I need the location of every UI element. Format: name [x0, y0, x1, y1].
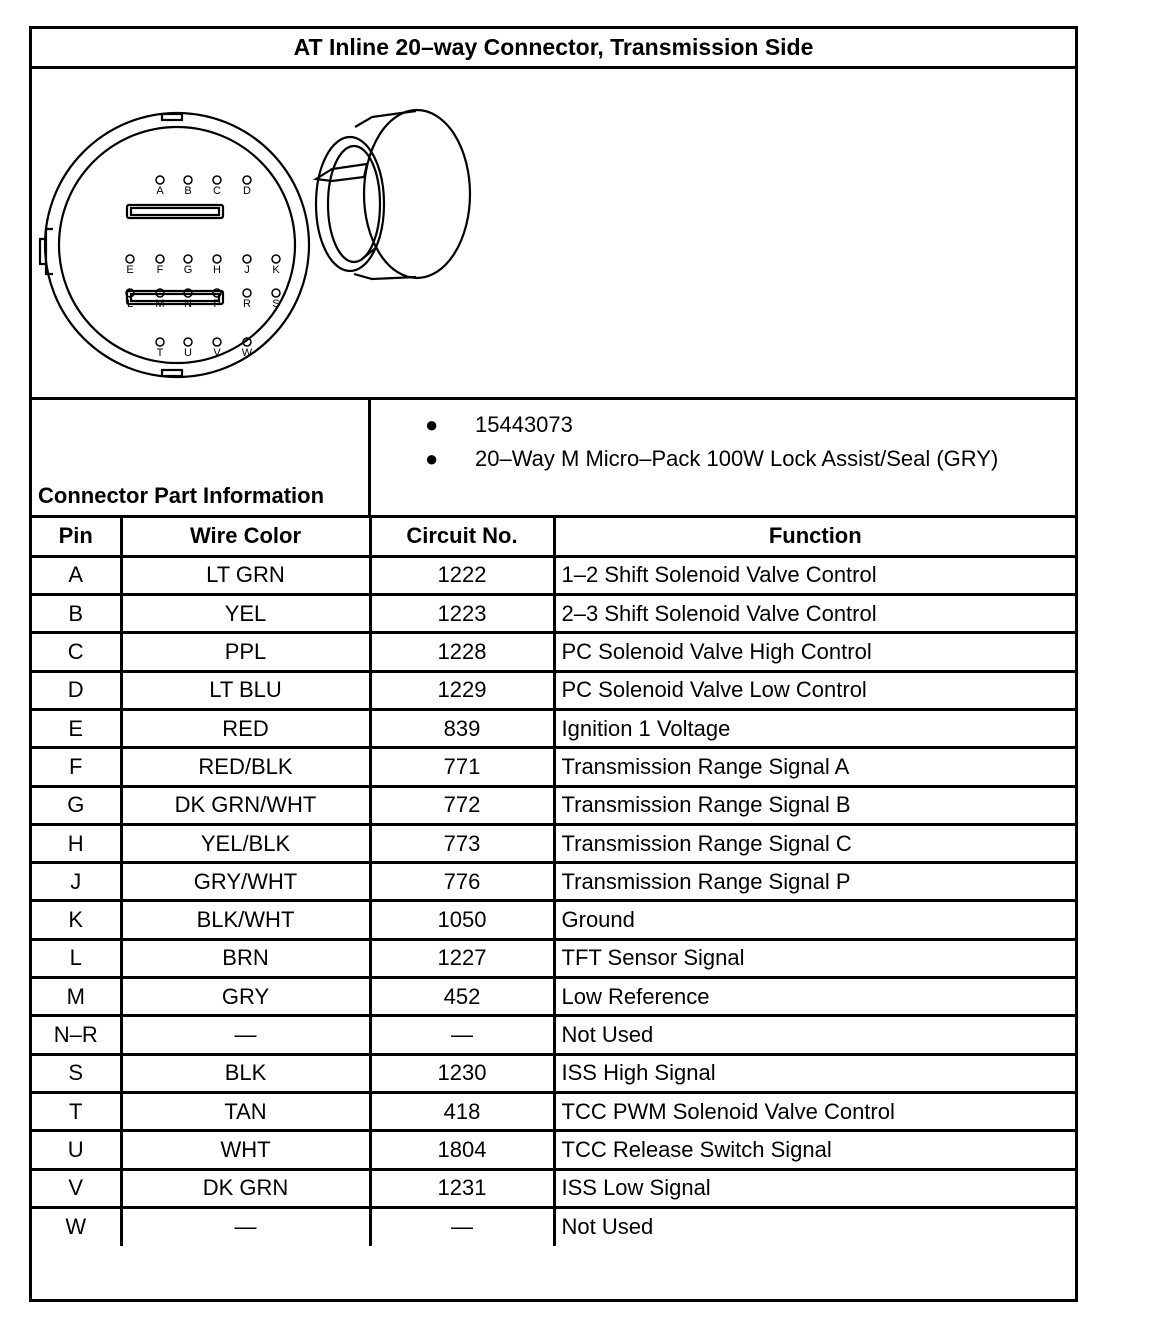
function-cell: Not Used: [561, 1214, 654, 1240]
table-row: [32, 824, 1075, 862]
pin-cavity: [184, 176, 192, 184]
pin-cell: J: [32, 863, 121, 901]
function-cell: ISS High Signal: [554, 1054, 1075, 1092]
wire-color-cell: RED: [121, 709, 370, 747]
function-cell: ISS Low Signal: [554, 1169, 1075, 1207]
circuit-cell: —: [370, 1207, 554, 1245]
pin-label: F: [156, 264, 164, 276]
pin-label: V: [213, 347, 221, 359]
pin-cavity: [243, 289, 251, 297]
pin-cell: F: [32, 748, 121, 786]
pin-cavity: [156, 255, 164, 263]
circuit-cell: 452: [370, 978, 554, 1016]
bullet-icon: ●: [425, 412, 439, 437]
connector-bottom-tab: [162, 370, 182, 376]
table-row: [32, 671, 1075, 709]
pin-label: B: [184, 185, 192, 197]
table-row: [32, 786, 1075, 824]
part-info-label: Connector Part Information: [38, 483, 325, 508]
connector-latch: [40, 229, 53, 274]
pin-cell: K: [32, 901, 121, 939]
connector-top-tab: [162, 114, 182, 120]
wire-color-cell: GRY: [121, 978, 370, 1016]
pin-cavity: [213, 176, 221, 184]
circuit-cell: 1050: [370, 901, 554, 939]
wire-color-cell: WHT: [121, 1131, 370, 1169]
circuit-cell: 773: [370, 824, 554, 862]
wire-color-cell: LT BLU: [121, 671, 370, 709]
table-row: [32, 1016, 1075, 1054]
function-cell: 1–2 Shift Solenoid Valve Control: [554, 556, 1075, 594]
function-cell: TFT Sensor Signal: [554, 939, 1075, 977]
circuit-cell: 1222: [370, 556, 554, 594]
function-cell: Transmission Range Signal B: [554, 786, 1075, 824]
connector-sheet: [29, 26, 1078, 1302]
function-cell: Transmission Range Signal P: [554, 863, 1075, 901]
pin-label: H: [213, 264, 221, 276]
wire-color-cell: TAN: [121, 1092, 370, 1130]
table-row: [32, 1207, 1075, 1245]
pin-cavity: [156, 176, 164, 184]
circuit-cell: 776: [370, 863, 554, 901]
wire-color-cell: BLK: [121, 1054, 370, 1092]
circuit-cell: 1229: [370, 671, 554, 709]
function-cell: Transmission Range Signal A: [554, 748, 1075, 786]
connector-side-view: [316, 110, 470, 279]
pin-label: J: [244, 264, 250, 276]
pin-label: W: [241, 347, 253, 359]
part-info-item: ● 20–Way M Micro–Pack 100W Lock Assist/Seal (GRY): [371, 442, 998, 476]
circuit-cell: 1231: [370, 1169, 554, 1207]
pin-cell: H: [32, 824, 121, 862]
pin-label: A: [156, 185, 164, 197]
function-cell: TCC PWM Solenoid Valve Control: [554, 1092, 1075, 1130]
table-row: [32, 978, 1075, 1016]
connector-face-outer: [45, 113, 309, 377]
wire-color-cell: DK GRN/WHT: [121, 786, 370, 824]
pin-label: R: [243, 298, 251, 310]
wire-color-cell: YEL/BLK: [121, 824, 370, 862]
pin-cell: N–R: [32, 1016, 121, 1054]
pin-label: D: [243, 185, 251, 197]
pin-table-body: [32, 556, 1075, 1245]
pin-label: S: [272, 298, 280, 310]
table-row: [32, 1131, 1075, 1169]
pin-label: K: [272, 264, 280, 276]
side-lock-tab: [316, 164, 367, 181]
pin-cell: M: [32, 978, 121, 1016]
circuit-cell: 1804: [370, 1131, 554, 1169]
pin-cavity: [243, 255, 251, 263]
side-body-top: [355, 111, 416, 127]
pin-cavity: [213, 338, 221, 346]
table-row: [32, 1092, 1075, 1130]
pin-table-header: [32, 518, 1075, 556]
circuit-cell: 418: [370, 1092, 554, 1130]
table-row: [32, 595, 1075, 633]
wire-color-cell: DK GRN: [121, 1169, 370, 1207]
pin-cavity: [156, 338, 164, 346]
pin-label: N: [184, 298, 192, 310]
pin-label: E: [126, 264, 134, 276]
pin-label: M: [155, 298, 165, 310]
circuit-cell: 1223: [370, 595, 554, 633]
table-row: [32, 863, 1075, 901]
function-cell: PC Solenoid Valve Low Control: [554, 671, 1075, 709]
circuit-cell: 1228: [370, 633, 554, 671]
circuit-cell: 839: [370, 709, 554, 747]
table-row: [32, 556, 1075, 594]
pin-label: C: [213, 185, 221, 197]
circuit-cell: 1227: [370, 939, 554, 977]
wire-color-cell: YEL: [121, 595, 370, 633]
wire-color-cell: GRY/WHT: [121, 863, 370, 901]
side-body-rim: [328, 146, 380, 262]
pin-cell: E: [32, 709, 121, 747]
part-info-section: [32, 400, 1075, 518]
pin-cell: T: [32, 1092, 121, 1130]
function-cell: Ignition 1 Voltage: [554, 709, 1075, 747]
header-wire-color: Wire Color: [121, 518, 370, 556]
pin-table: [32, 518, 1075, 1246]
header-circuit-no: Circuit No.: [370, 518, 554, 556]
pin-label: L: [126, 298, 134, 310]
pin-cavity: [126, 255, 134, 263]
wire-color-cell: LT GRN: [121, 556, 370, 594]
connector-drawing: [32, 69, 1075, 400]
function-cell: PC Solenoid Valve High Control: [554, 633, 1075, 671]
table-row: [32, 939, 1075, 977]
pin-label: U: [184, 347, 192, 359]
pin-cell: A: [32, 556, 121, 594]
part-info-item: ● 15443073: [371, 408, 998, 442]
table-row: [32, 901, 1075, 939]
header-function: Function: [554, 518, 1075, 556]
function-cell: Transmission Range Signal C: [554, 824, 1075, 862]
tpa-bar-lower-inner: [131, 294, 219, 301]
pin-cavity: [184, 338, 192, 346]
function-cell: Not Used: [554, 1016, 1075, 1054]
pin-cell: W: [32, 1207, 121, 1245]
table-row: [32, 748, 1075, 786]
sheet-title: AT Inline 20–way Connector, Transmission Side: [32, 29, 1075, 69]
wire-color-cell: —: [121, 1016, 370, 1054]
wire-color-cell: RED/BLK: [121, 748, 370, 786]
header-pin: Pin: [32, 518, 121, 556]
tpa-bar-upper-inner: [131, 208, 219, 215]
circuit-cell: —: [370, 1016, 554, 1054]
table-row: [32, 1054, 1075, 1092]
part-info-list: [371, 400, 998, 476]
pin-cell: C: [32, 633, 121, 671]
function-cell: 2–3 Shift Solenoid Valve Control: [554, 595, 1075, 633]
function-cell: Ground: [554, 901, 1075, 939]
side-body-bottom: [354, 274, 416, 279]
part-info-label-cell: [32, 400, 371, 515]
pin-cavity: [213, 255, 221, 263]
pin-cell: S: [32, 1054, 121, 1092]
pin-cavity: [272, 255, 280, 263]
bullet-icon: ●: [425, 446, 439, 471]
connector-face-inner: [59, 127, 295, 363]
pin-cell: D: [32, 671, 121, 709]
pin-cell: B: [32, 595, 121, 633]
table-row: [32, 1169, 1075, 1207]
function-cell: Low Reference: [554, 978, 1075, 1016]
pin-cavity: [184, 255, 192, 263]
connector-figure: [32, 69, 1075, 400]
pin-cavity: [272, 289, 280, 297]
function-cell: TCC Release Switch Signal: [554, 1131, 1075, 1169]
table-row: [32, 633, 1075, 671]
pin-label: T: [156, 347, 164, 359]
wire-color-cell: BLK/WHT: [121, 901, 370, 939]
pin-cell: L: [32, 939, 121, 977]
pin-cell: U: [32, 1131, 121, 1169]
circuit-cell: 771: [370, 748, 554, 786]
pin-cell: V: [32, 1169, 121, 1207]
pin-label: P: [213, 298, 221, 310]
wire-color-cell: —: [121, 1207, 370, 1245]
table-row: [32, 709, 1075, 747]
wire-color-cell: BRN: [121, 939, 370, 977]
wire-color-cell: PPL: [121, 633, 370, 671]
pin-label: G: [183, 264, 193, 276]
pin-cavity: [243, 176, 251, 184]
circuit-cell: 1230: [370, 1054, 554, 1092]
circuit-cell: 772: [370, 786, 554, 824]
pin-cell: G: [32, 786, 121, 824]
